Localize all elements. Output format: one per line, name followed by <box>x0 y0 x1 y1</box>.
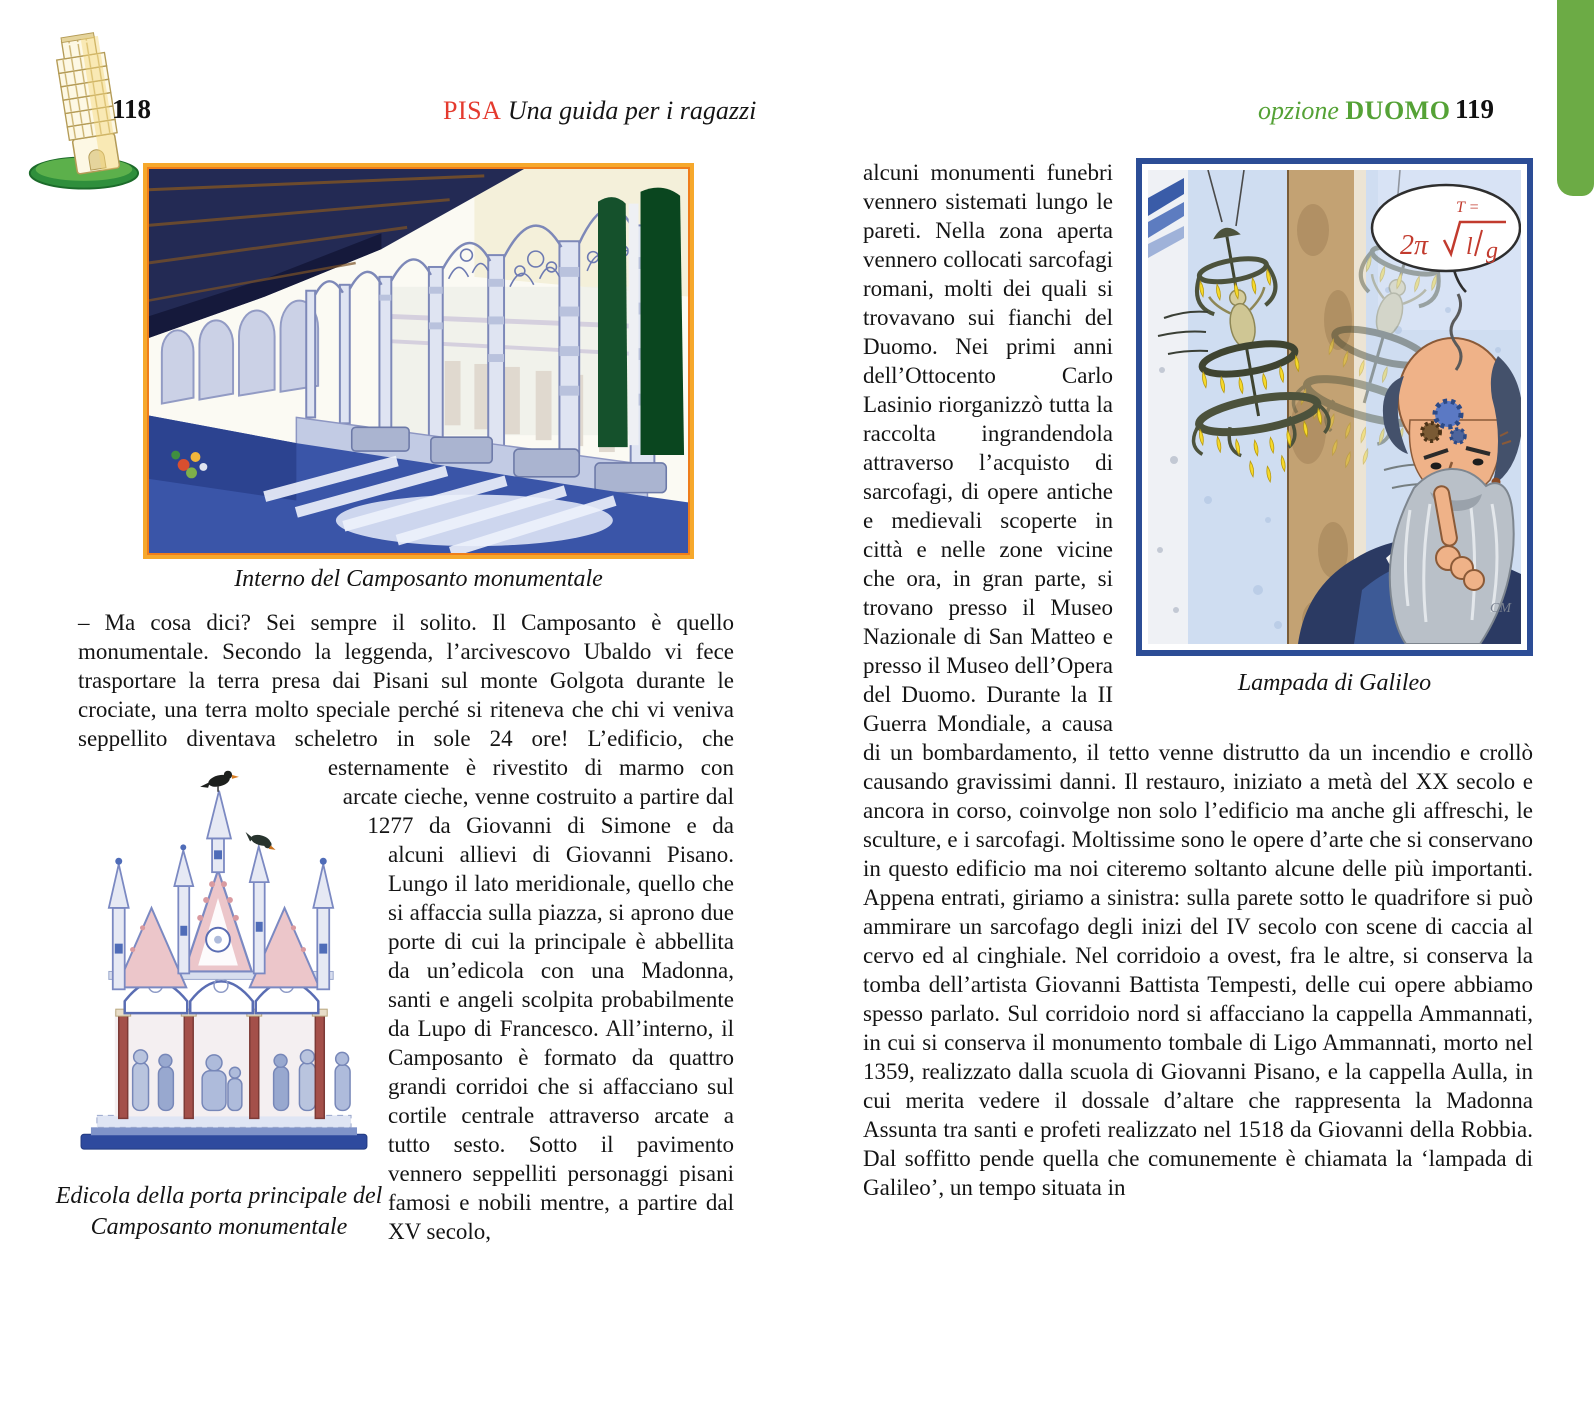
eye <box>1431 463 1442 470</box>
edicola-base <box>81 1115 367 1149</box>
camposanto-interior-illustration <box>143 163 694 559</box>
running-head-right <box>1258 96 1451 126</box>
book-title: Una guida per i ragazzi <box>507 96 757 125</box>
section-label: opzione <box>1258 96 1339 125</box>
svg-text:T =: T = <box>1456 199 1480 216</box>
left-page-body <box>55 608 734 1313</box>
bird-icon <box>243 831 278 851</box>
caption-camposanto: Interno del Camposanto monumentale <box>234 566 603 592</box>
cypress-trees <box>598 188 684 455</box>
eye <box>1473 459 1484 466</box>
caption-edicola: Edicola della porta principale del Camposanto monumentale <box>55 1183 383 1240</box>
bird-icon <box>200 771 239 792</box>
section-tab <box>1557 0 1594 196</box>
book-brand: PISA <box>443 96 502 125</box>
left-paragraph-part1: – Ma cosa dici? Sei sempre il solito. Il Camposanto è quello monumentale. Secondo la leggenda, l’arcivescovo Ubaldo vi fece trasportare la terra presa dai Pisani sul monte Golgota durante le crociate, una terra molto speciale perché si riteneva che chi vi veniva seppellito diventava scheletro in sole 24 ore! L’edificio, <box>78 610 734 751</box>
svg-text:2π: 2π <box>1400 230 1429 261</box>
section-name: DUOMO <box>1345 96 1451 125</box>
right-page-body <box>863 158 1533 1202</box>
page-number-left: 118 <box>112 94 152 124</box>
svg-text:g: g <box>1486 238 1498 264</box>
page-number-right: 119 <box>1455 94 1495 124</box>
galileo-figure <box>1113 158 1533 733</box>
left-paragraph-part2: che esternamente è rivestito di marmo con arcate cieche, venne costruito a partire dal 1277 da Giovanni di Simone e da alcuni allievi di Giovanni Pisano. Lungo il lato meridionale, quello che si affaccia sulla piazza, si aprono due porte di cui la principale è abbellita da un’edicola con una Madonna, santi e angeli scolpita probabilmente da Lupo di Francesco. All’interno, il Camposanto è formato da quattro grandi corridoi che si affacciano sul cortile centrale attraverso arcate a tutto sesto. Sotto il pavimento vennero seppelliti personaggi pisani famosi e nobili mentre, a partire dal XV secolo, <box>327 726 734 1244</box>
edicola-gables <box>117 870 320 987</box>
galileo-lamp-illustration <box>1136 158 1533 656</box>
artist-signature: CM <box>1490 601 1511 616</box>
right-paragraph <box>863 158 1533 1202</box>
white-column <box>1148 170 1188 644</box>
caption-galileo: Lampada di Galileo <box>1237 670 1432 696</box>
right-paragraph-text: alcuni monumenti funebri vennero sistemati lungo le pareti. Nella zona aperta vennero collocati sarcofagi romani, molti dei quali si trovavano sui fianchi del Duomo. Nei primi anni dell’Ottocento Carlo Lasinio riorganizzò tutta la raccolta ingrandendola attraverso l’acquisto di sarcofagi, di opere antiche e medievali scoperte in città e nelle zone vicine che ora, in gran parte, si trovano presso il Museo Nazionale di San Matteo e presso il Museo dell’Opera del Duomo. Durante la II Guerra Mondiale, a causa di un bombardamento, il tetto venne distrutto da un incendio e crollò causando gravissimi danni. Il restauro, iniziato a metà del XX secolo e ancora in corso, coinvolge non solo l’edificio ma anche gli affreschi, le sculture, e i sarcofagi. Moltissime sono le opere d’arte che si conservano in questo edificio ma noi citeremo soltanto alcune delle più importanti. Appena entrati, giriamo a sinistra: sulla parete sotto le quadrifore si può ammirare un sarcofago degli inizi del IV secolo con scene di caccia al cervo ed al cinghiale. Nel corridoio a ovest, fra le altre, si conserva la tomba dell’artista Giovanni Battista Tempesti, delle cui opere abbiamo spesso parlato. Sul corridoio nord si affacciano la cappella Ammannati, in cui si conserva il monumento tombale di Ligo Ammannati, morto nel 1359, realizzato dalla scuola di Giovanni Pisano, e la cappella Aulla, in cui merita vedere il dossale d’altare che rappresenta la Madonna Assunta tra santi e profeti realizzato nel 1518 da Giovanni della Robbia. Dal soffitto pende quella che comunemente è chiamata la ‘lampada di Galileo’, un tempo situata in <box>863 160 1533 1200</box>
edicola-illustration <box>55 753 388 1313</box>
running-head-left <box>443 96 756 126</box>
left-paragraph <box>55 608 734 1246</box>
svg-text:l: l <box>1466 234 1473 260</box>
